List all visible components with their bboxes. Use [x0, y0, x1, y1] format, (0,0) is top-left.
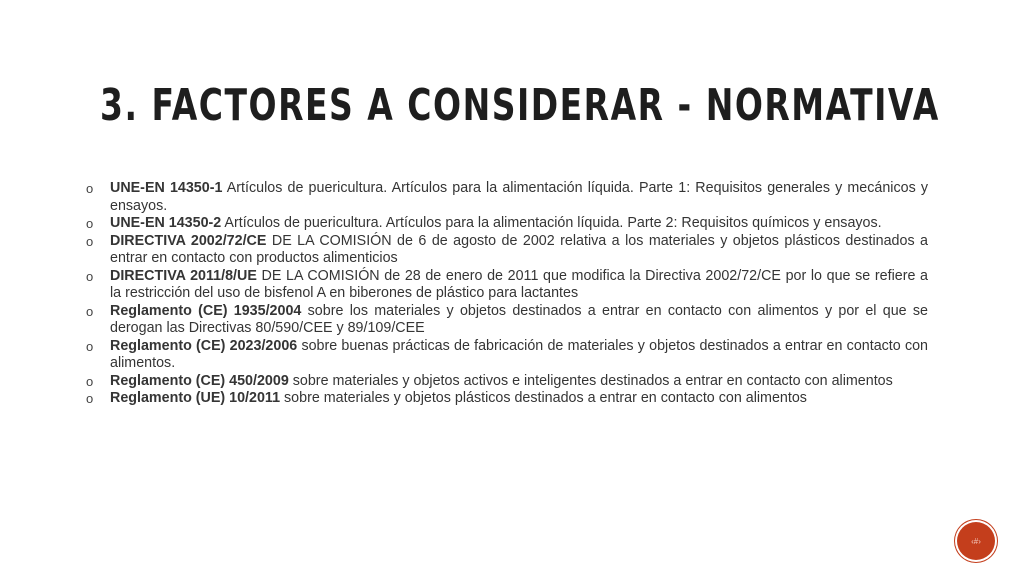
- bullet-circle-icon: o: [86, 216, 94, 231]
- list-item: [86, 373, 928, 391]
- regulation-reference: Reglamento (CE) 2023/2006: [110, 337, 298, 354]
- slide-number-badge: [957, 522, 995, 560]
- regulation-description: Artículos de puericultura. Artículos para la alimentación líquida. Parte 1: Requisitos generales y mecánicos y ensayos.: [110, 180, 929, 214]
- bullet-circle-icon: o: [86, 391, 94, 406]
- list-item: [86, 390, 928, 408]
- regulation-description: sobre materiales y objetos plásticos destinados a entrar en contacto con alimentos: [280, 390, 807, 406]
- bullet-circle-icon: o: [86, 233, 94, 249]
- regulation-description: sobre los materiales y objetos destinados a entrar en contacto con alimentos y por el que se derogan las Directivas 80/590/CEE y 89/109/CEE: [110, 302, 929, 336]
- bullet-circle-icon: o: [86, 373, 94, 389]
- bullet-circle-icon: o: [86, 338, 94, 354]
- bullet-circle-icon: o: [86, 181, 94, 196]
- regulation-reference: Reglamento (CE) 450/2009: [110, 372, 289, 389]
- regulation-reference: UNE-EN 14350-1: [110, 180, 223, 196]
- bullet-circle-icon: o: [86, 303, 94, 319]
- slide-number: ‹#›: [971, 536, 981, 546]
- regulation-reference: DIRECTIVA 2002/72/CE: [110, 232, 267, 249]
- regulation-description: Artículos de puericultura. Artículos para la alimentación líquida. Parte 2: Requisitos químicos y ensayos.: [221, 215, 882, 231]
- list-item: [86, 303, 928, 338]
- list-item: [86, 268, 928, 303]
- regulation-reference: UNE-EN 14350-2: [110, 215, 222, 231]
- list-item: [86, 180, 928, 215]
- regulation-description: DE LA COMISIÓN de 6 de agosto de 2002 relativa a los materiales y objetos plásticos destinados a entrar en contacto con productos alimenticios: [110, 232, 928, 266]
- slide-title: 3. FACTORES A CONSIDERAR - NORMATIVA: [100, 80, 940, 131]
- regulation-reference: Reglamento (UE) 10/2011: [110, 390, 281, 406]
- regulation-list: [86, 180, 928, 408]
- regulation-reference: DIRECTIVA 2011/8/UE: [110, 267, 257, 284]
- regulation-description: DE LA COMISIÓN de 28 de enero de 2011 que modifica la Directiva 2002/72/CE por lo que se refiere a la restricción del uso de bisfenol A en biberones de plástico para lactantes: [110, 267, 928, 301]
- bullet-circle-icon: o: [86, 268, 94, 284]
- regulation-reference: Reglamento (CE) 1935/2004: [110, 302, 302, 319]
- regulation-description: sobre materiales y objetos activos e inteligentes destinados a entrar en contacto con alimentos: [288, 372, 893, 389]
- list-item: [86, 233, 928, 268]
- regulation-description: sobre buenas prácticas de fabricación de materiales y objetos destinados a entrar en contacto con alimentos.: [110, 337, 928, 371]
- list-item: [86, 215, 928, 233]
- list-item: [86, 338, 928, 373]
